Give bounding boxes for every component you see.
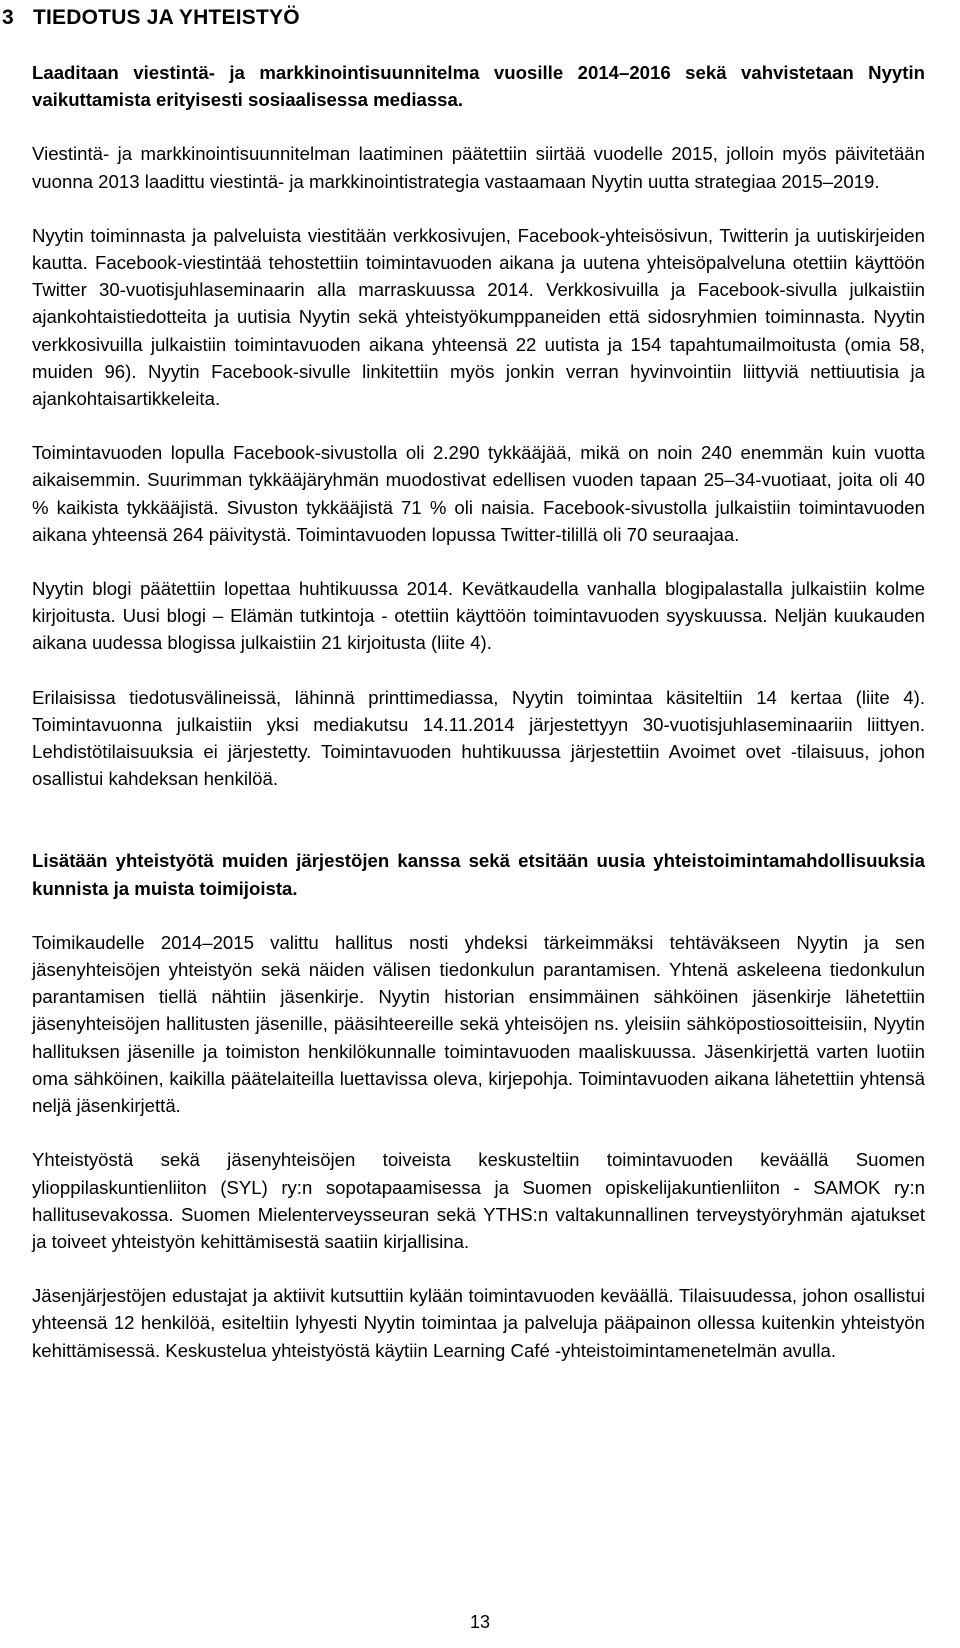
paragraph-newsletter: Toimikaudelle 2014–2015 valittu hallitus nosti yhdeksi tärkeimmäksi tehtäväkseen Nyytin ja sen jäsenyhteisöjen yhteistyön sekä näiden välisen tiedonkulun parantamisen. Yhtenä askeleena tiedonkulun parantamisen tiellä nähtiin jäsenkirje. Nyytin historian ensimmäinen sähköinen jäsenkirje lähetettiin jäsenyhteisöjen hallitusten jäsenille, pääsihteereille sekä yhteisöjen ns. yleisiin sähköpostiosoitteisiin, Nyytin hallituksen jäsenille ja toimiston henkilökunnalle toimintavuoden maaliskuussa. Jäsenkirjettä varten luotiin oma sähköinen, kaikilla päätelaiteilla luettavissa oleva, kirjepohja. Toimintavuoden aikana lähetettiin yhtensä neljä jäsenkirjettä. xyxy=(32,931,925,1117)
paragraph-media: Erilaisissa tiedotusvälineissä, lähinnä printtimediassa, Nyytin toimintaa käsiteltiin 14 kertaa (liite 4). Toimintavuonna julkaistiin yksi mediakutsu 14.11.2014 järjestettyyn 30-vuotisjuhlaseminaariin liittyen. Lehdistötilaisuuksia ei järjestetty. Toimintavuoden huhtikuussa järjestettiin Avoimet ovet -tilaisuus, johon osallistui kahdeksan henkilöä. xyxy=(32,686,925,790)
page-number: 13 xyxy=(469,1612,491,1632)
paragraph-channels: Nyytin toiminnasta ja palveluista viestitään verkkosivujen, Facebook-yhteisösivun, Twitterin ja uutiskirjeiden kautta. Facebook-viestintää tehostettiin toimintavuoden aikana ja uutena yhteisöpalveluna otettiin käyttöön Twitter 30-vuotisjuhlaseminaarin alla marraskuussa 2014. Verkkosivuilla ja Facebook-sivulla julkaistiin ajankohtaistiedotteita ja uutisia Nyytin sekä yhteistyökumppaneiden että sidosryhmien toiminnasta. Nyytin verkkosivuilla julkaistiin toimintavuoden aikana yhteensä 22 uutista ja 154 tapahtumailmoitusta (omia 58, muiden 96). Nyytin Facebook-sivulle linkitettiin myös jonkin verran hyvinvointiin liittyviä nettiuutisia ja ajankohtaisartikkeleita. xyxy=(32,224,925,410)
paragraph-blog: Nyytin blogi päätettiin lopettaa huhtikuussa 2014. Kevätkaudella vanhalla blogipalastalla julkaistiin kolme kirjoitusta. Uusi blogi – Elämän tutkintoja - otettiin käyttöön toimintavuoden syyskuussa. Neljän kuukauden aikana uudessa blogissa julkaistiin 21 kirjoitusta (liite 4). xyxy=(32,578,925,654)
section-title: TIEDOTUS JA YHTEISTYÖ xyxy=(33,6,300,29)
paragraph-member-event: Jäsenjärjestöjen edustajat ja aktiivit kutsuttiin kylään toimintavuoden keväällä. Tilaisuudessa, johon osallistui yhteensä 12 henkilöä, esiteltiin lyhyesti Nyytin toimintaa ja palveluja pääpainon ollessa kuitenkin yhteistyön kehittämisessä. Keskustelua yhteistyöstä käytiin Learning Café -yhteistoimintamenetelmän avulla. xyxy=(32,1285,925,1361)
paragraph-strategy: Viestintä- ja markkinointisuunnitelman laatiminen päätettiin siirtää vuodelle 2015, jolloin myös päivitetään vuonna 2013 laadittu viestintä- ja markkinointistrategia vastaamaan Nyytin uutta strategiaa 2015–2019. xyxy=(32,143,925,192)
goal-statement-cooperation: Lisätään yhteistyötä muiden järjestöjen kanssa sekä etsitään uusia yhteistoimintamahdollisuuksia kunnista ja muista toimijoista. xyxy=(32,850,925,899)
section-number: 3 xyxy=(2,6,14,29)
goal-statement-communications: Laaditaan viestintä- ja markkinointisuunnitelma vuosille 2014–2016 sekä vahvistetaan Nyytin vaikuttamista erityisesti sosiaalisessa mediassa. xyxy=(32,62,925,111)
paragraph-discussions: Yhteistyöstä sekä jäsenyhteisöjen toiveista keskusteltiin toimintavuoden keväällä Suomen ylioppilaskuntienliiton (SYL) ry:n sopotapaamisessa ja Suomen opiskelijakuntienliiton - SAMOK ry:n hallitusevakossa. Suomen Mielenterveysseuran sekä YTHS:n valtakunnallinen terveystyöryhmän ajatukset ja toiveet yhteistyön kehittämisestä saatiin kirjallisina. xyxy=(32,1149,925,1252)
section-content xyxy=(32,59,925,1364)
section-heading xyxy=(2,4,300,32)
paragraph-facebook-stats: Toimintavuoden lopulla Facebook-sivustolla oli 2.290 tykkääjää, mikä on noin 240 enemmän kuin vuotta aikaisemmin. Suurimman tykkääjäryhmän muodostivat edellisen vuoden tapaan 25–34-vuotiaat, joita oli 40 % kaikista tykkääjistä. Sivuston tykkääjistä 71 % oli naisia. Facebook-sivustolla julkaistiin toimintavuoden aikana yhteensä 264 päivitystä. Toimintavuoden lopussa Twitter-tilillä oli 70 seuraajaa. xyxy=(32,442,925,545)
